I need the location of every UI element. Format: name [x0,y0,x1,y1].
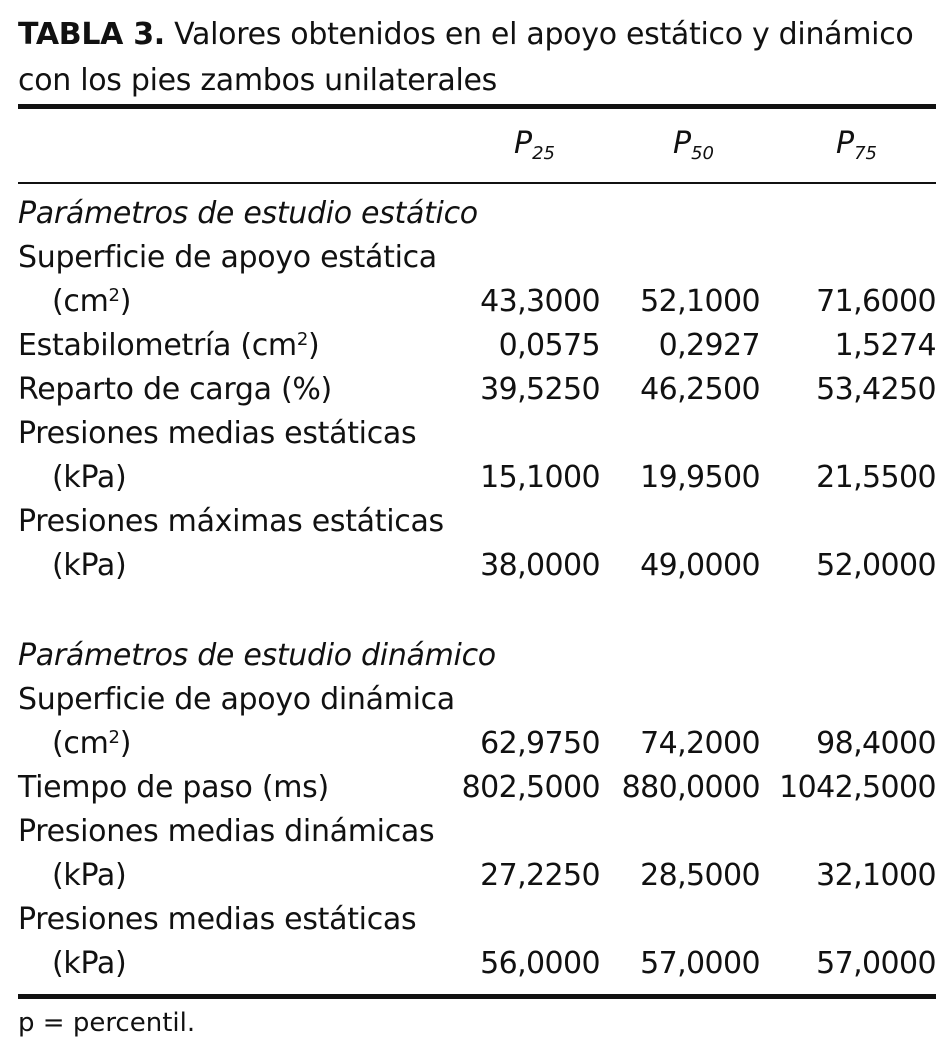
cell-p75: 21,5500 [816,460,936,495]
table-row [18,328,936,372]
section-heading-static: Parámetros de estudio estático [18,196,478,231]
cell-p50: 46,2500 [640,372,760,407]
cell-p25: 43,3000 [480,284,600,319]
table-caption [18,12,938,104]
row-label: Tiempo de paso (ms) [18,770,329,805]
cell-p50: 19,9500 [640,460,760,495]
row-unit: (kPa) [52,548,127,583]
row-unit: (kPa) [52,858,127,893]
cell-p50: 57,0000 [640,946,760,981]
table-row [18,460,936,504]
row-unit: (kPa) [52,460,127,495]
cell-p25: 15,1000 [480,460,600,495]
row-label: Presiones medias dinámicas [18,814,435,849]
cell-p50: 0,2927 [658,328,760,363]
table-row [18,770,936,814]
row-label: Superficie de apoyo estática [18,240,437,275]
cell-p75: 1,5274 [834,328,936,363]
table-row [18,284,936,328]
row-unit: $(cm^2)$ [52,726,132,761]
caption-text-line1: Valores obtenidos en el apoyo estático y dinámico [174,17,914,52]
row-label: Superficie de apoyo dinámica [18,682,455,717]
row-label: Presiones medias estáticas [18,902,417,937]
cell-p75: 32,1000 [816,858,936,893]
row-label: Presiones máximas estáticas [18,504,444,539]
header-rule [18,182,936,184]
cell-p50: 28,5000 [640,858,760,893]
row-label: Estabilometría $(cm^2)$ [18,328,320,363]
table-row [18,372,936,416]
table-row [18,902,936,946]
caption-text-line2: con los pies zambos unilaterales [18,63,498,98]
row-unit: (kPa) [52,946,127,981]
cell-p75: 57,0000 [816,946,936,981]
column-header-p75: $P_{75}$ [836,126,877,164]
table-footnote: p = percentil. [18,1008,196,1038]
cell-p25: 39,5250 [480,372,600,407]
cell-p75: 71,6000 [816,284,936,319]
cell-p50: 880,0000 [621,770,760,805]
cell-p50: 52,1000 [640,284,760,319]
table-row [18,726,936,770]
cell-p25: 0,0575 [498,328,600,363]
cell-p25: 38,0000 [480,548,600,583]
top-rule [18,104,936,109]
table-row [18,682,936,726]
table-row [18,858,936,902]
cell-p75: 98,4000 [816,726,936,761]
row-label: Reparto de carga (%) [18,372,332,407]
cell-p50: 49,0000 [640,548,760,583]
table-row [18,548,936,592]
bottom-rule [18,994,936,999]
cell-p75: 52,0000 [816,548,936,583]
section-heading-dynamic: Parámetros de estudio dinámico [18,638,496,673]
column-header-p25: $P_{25}$ [514,126,555,164]
table-row [18,240,936,284]
cell-p25: 802,5000 [461,770,600,805]
row-label: Presiones medias estáticas [18,416,417,451]
table-label: TABLA 3. [18,17,165,52]
table-row [18,416,936,460]
row-unit: $(cm^2)$ [52,284,132,319]
cell-p25: 27,2250 [480,858,600,893]
cell-p25: 62,9750 [480,726,600,761]
cell-p25: 56,0000 [480,946,600,981]
table-row [18,814,936,858]
cell-p75: 1042,5000 [779,770,936,805]
cell-p75: 53,4250 [816,372,936,407]
cell-p50: 74,2000 [640,726,760,761]
table-row [18,504,936,548]
table-row [18,946,936,990]
column-header-p50: $P_{50}$ [673,126,714,164]
